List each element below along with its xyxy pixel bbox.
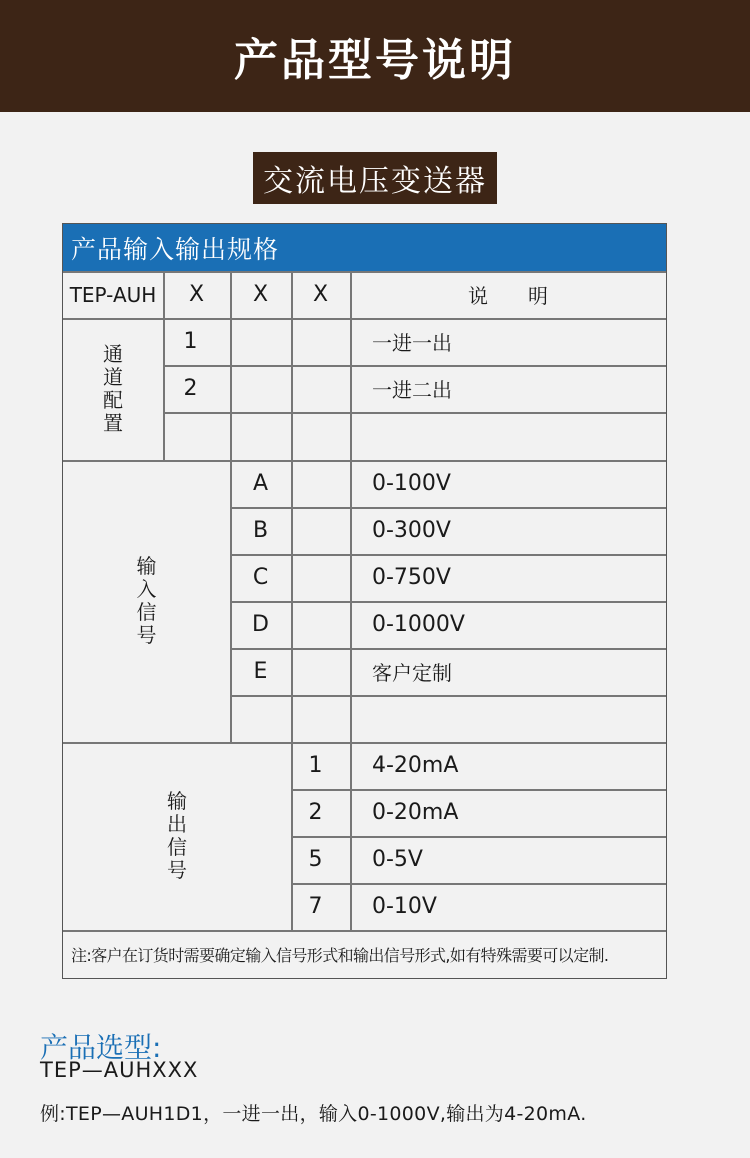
channel-label-char: 通 (103, 342, 123, 366)
col-desc: 说 明 (468, 284, 548, 308)
channel-desc: 一进一出 (372, 331, 452, 355)
channel-label-char: 道 (103, 365, 123, 389)
input-label-char: 输 (136, 554, 157, 578)
selection-example: 例:TEP—AUH1D1，一进一出，输入0-1000V,输出为4-20mA. (40, 1103, 587, 1125)
spec-table-header: 产品输入输出规格 (63, 224, 666, 271)
input-label (63, 460, 230, 742)
output-desc: 0-5V (372, 847, 423, 872)
channel-label-char: 配 (103, 388, 123, 412)
output-label (63, 742, 291, 930)
product-subtitle: 交流电压变送器 (253, 152, 497, 204)
spec-table (62, 223, 667, 979)
channel-label (63, 318, 163, 460)
channel-code: 1 (183, 329, 198, 354)
col-x1: X (188, 282, 205, 307)
top-banner (0, 0, 750, 112)
col-x2: X (252, 282, 269, 307)
input-desc: 0-300V (372, 518, 451, 543)
output-code: 5 (308, 847, 323, 872)
input-desc: 0-1000V (372, 612, 465, 637)
input-code: E (253, 659, 268, 684)
subtitle-wrap (0, 152, 750, 204)
input-code: A (252, 471, 269, 496)
output-code: 2 (308, 800, 323, 825)
output-label-char: 信 (167, 835, 187, 859)
selection-model: TEP—AUHXXX (40, 1058, 199, 1082)
col-model: TEP-AUH (69, 282, 157, 307)
output-desc: 0-20mA (372, 800, 459, 825)
input-code: C (252, 565, 269, 590)
channel-code: 2 (183, 376, 198, 401)
output-desc: 4-20mA (372, 753, 459, 778)
channel-desc: 一进二出 (372, 378, 452, 402)
input-desc: 0-750V (372, 565, 451, 590)
output-code: 1 (308, 753, 323, 778)
grid-line (163, 412, 666, 414)
page-title: 产品型号说明 (234, 35, 516, 86)
channel-label-char: 置 (103, 411, 123, 435)
input-code: D (252, 612, 269, 637)
input-code: B (252, 518, 269, 543)
selection-title: 产品选型: (40, 1031, 162, 1064)
output-label-char: 出 (167, 812, 187, 836)
order-note: 注:客户在订货时需要确定输入信号形式和输出信号形式,如有特殊需要可以定制. (71, 945, 609, 965)
grid-line (230, 695, 666, 697)
input-label-char: 入 (136, 577, 157, 601)
output-label-char: 号 (167, 858, 187, 882)
input-label-char: 号 (136, 623, 157, 647)
output-desc: 0-10V (372, 894, 437, 919)
output-code: 7 (308, 894, 323, 919)
input-desc: 客户定制 (372, 661, 452, 685)
col-x3: X (312, 282, 329, 307)
output-label-char: 输 (167, 789, 187, 813)
input-label-char: 信 (136, 600, 157, 624)
input-desc: 0-100V (372, 471, 451, 496)
